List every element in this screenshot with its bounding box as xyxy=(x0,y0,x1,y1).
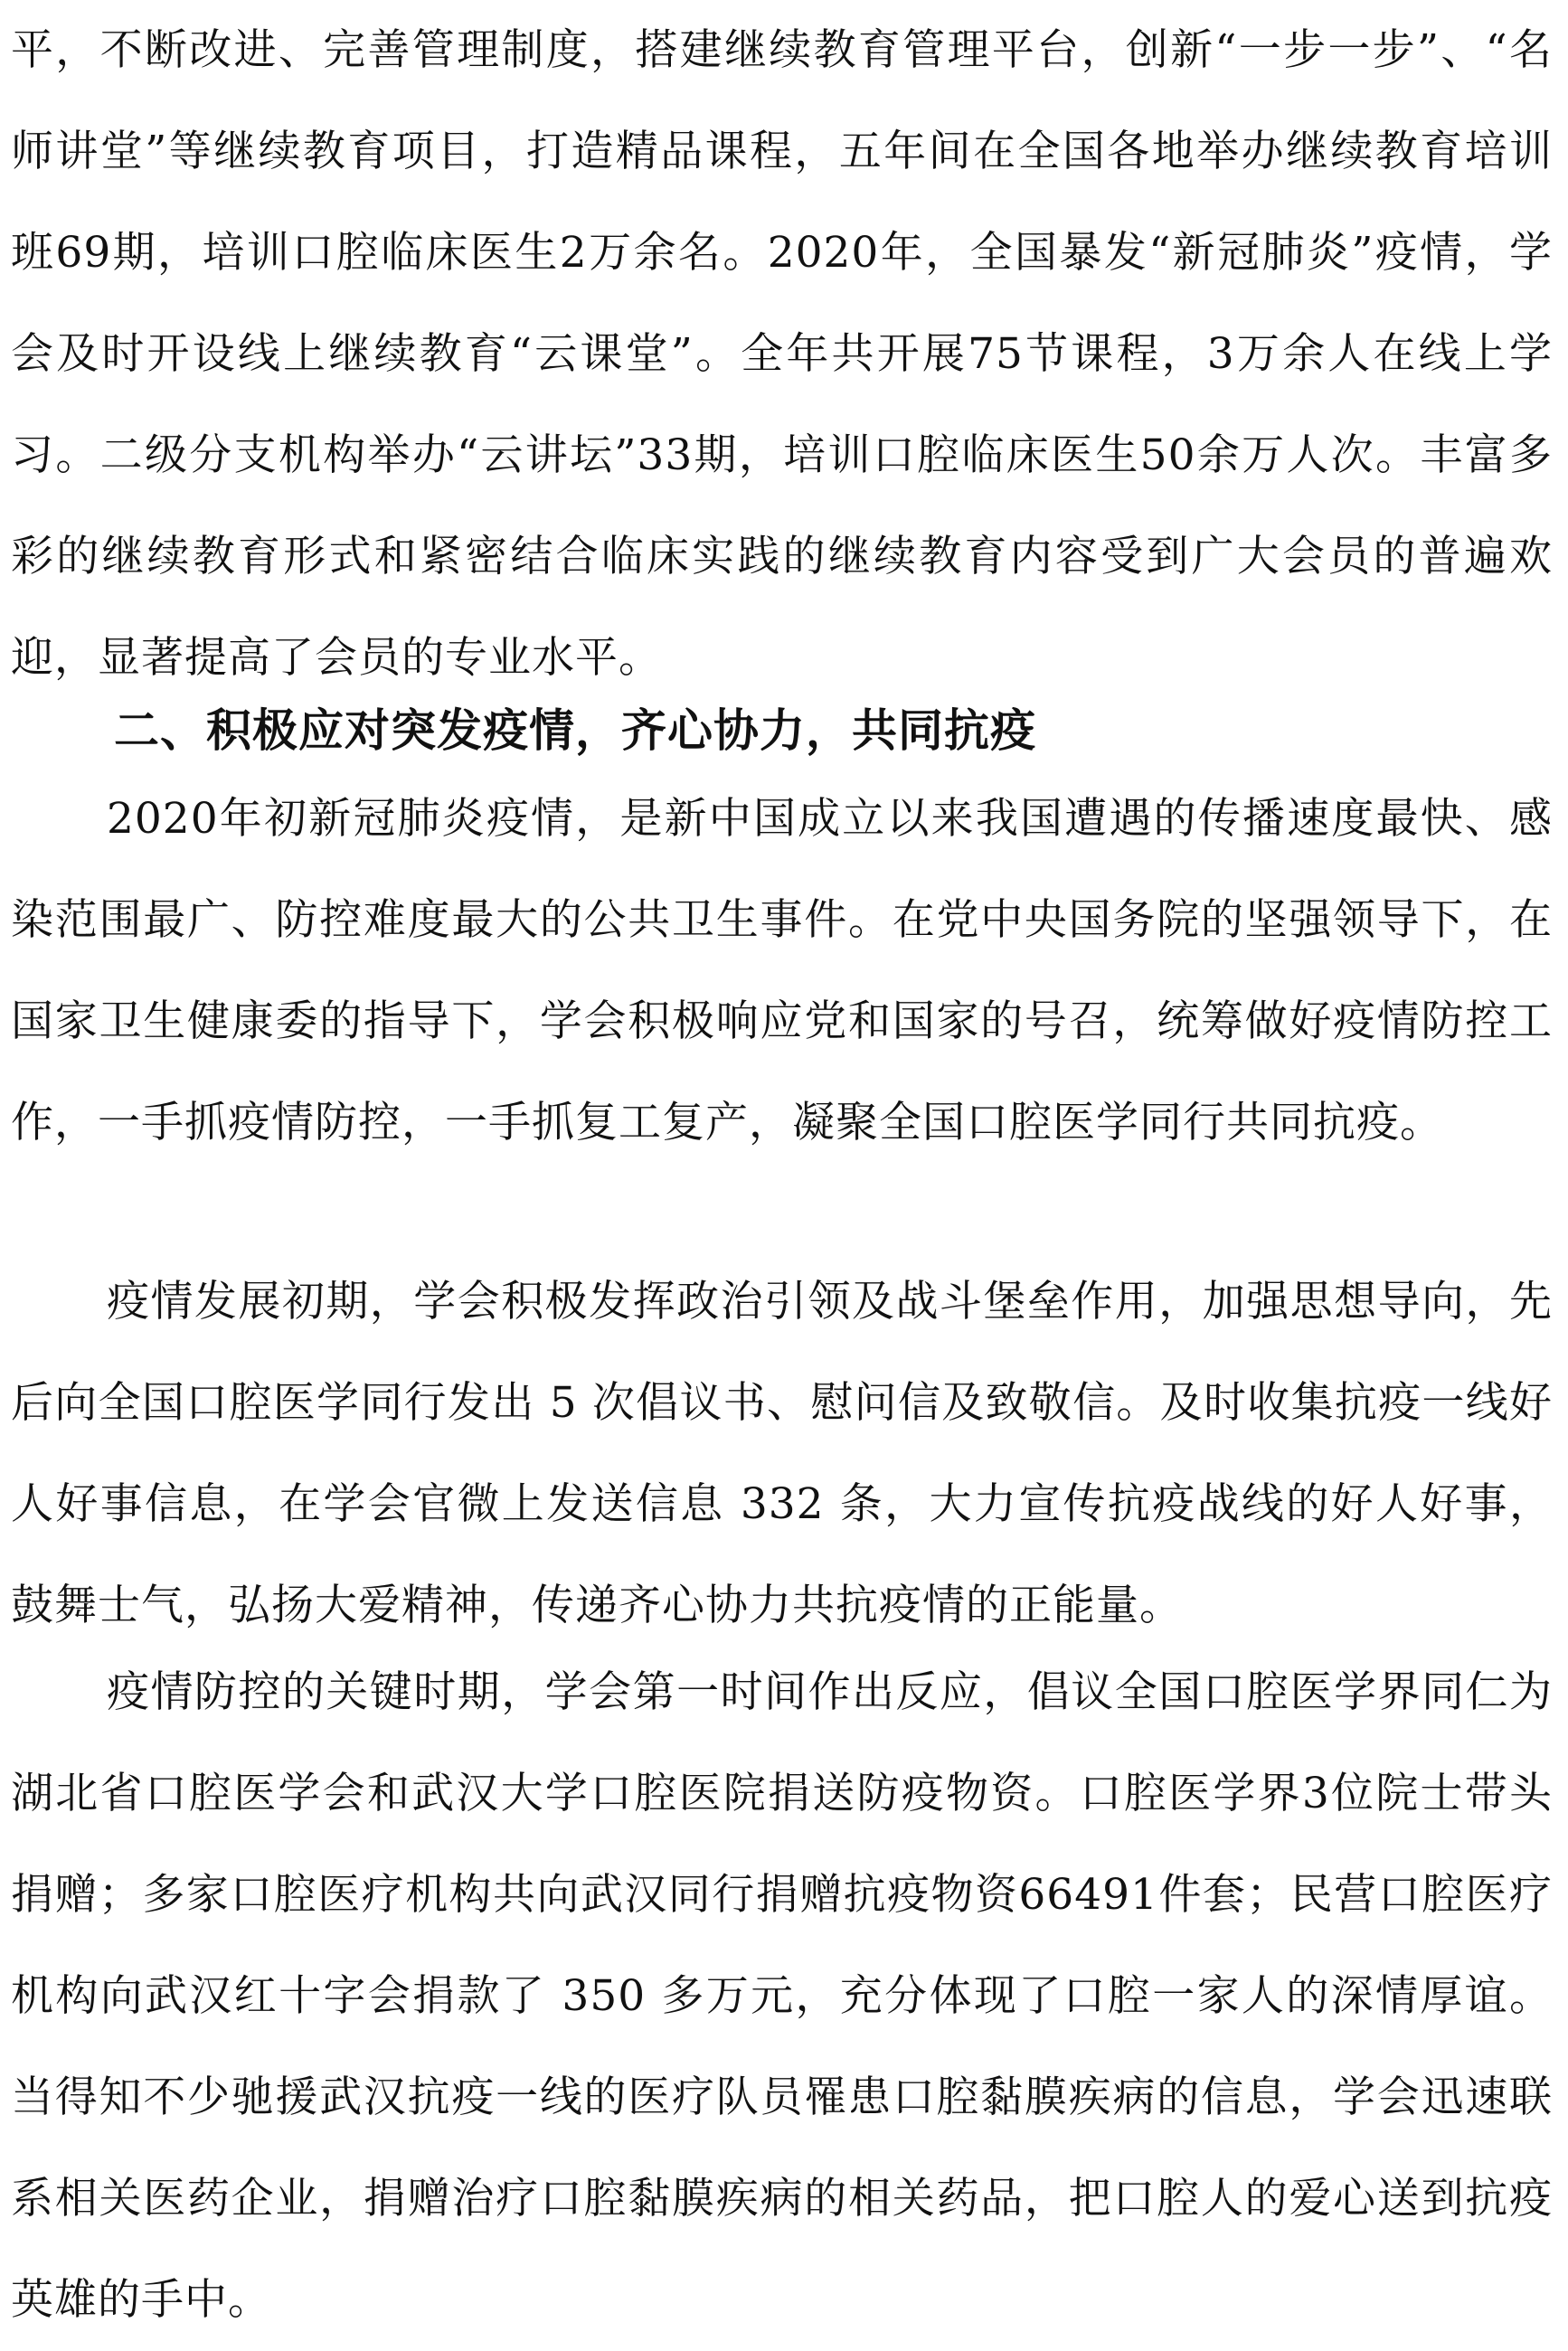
paragraph-key-period: 疫情防控的关键时期，学会第一时间作出反应，倡议全国口腔医学界同仁为湖北省口腔医学会和武汉大学口腔医院捐送防疫物资。口腔医学界3位院士带头捐赠；多家口腔医疗机构共向武汉同行捐赠抗疫物资66491件套；民营口腔医疗机构向武汉红十字会捐款了 350 多万元，充分体现了口腔一家人的深情厚谊。当得知不少驰援武汉抗疫一线的医疗队员罹患口腔黏膜疾病的信息，学会迅速联系相关医药企业，捐赠治疗口腔黏膜疾病的相关药品，把口腔人的爱心送到抗疫英雄的手中。 xyxy=(11,1667,1553,2325)
paragraph-early-stage: 疫情发展初期，学会积极发挥政治引领及战斗堡垒作用，加强思想导向，先后向全国口腔医学同行发出 5 次倡议书、慰问信及致敬信。及时收集抗疫一线好人好事信息，在学会官微上发送信息 332 条，大力宣传抗疫战线的好人好事，鼓舞士气，弘扬大爱精神，传递齐心协力共抗疫情的正能量。 xyxy=(11,1277,1553,1630)
section-heading: 二、积极应对突发疫情，齐心协力，共同抗疫 xyxy=(114,704,1036,757)
paragraph-epidemic-overview: 2020年初新冠肺炎疫情，是新中国成立以来我国遭遇的传播速度最快、感染范围最广、防控难度最大的公共卫生事件。在党中央国务院的坚强领导下，在国家卫生健康委的指导下，学会积极响应党和国家的号召，统筹做好疫情防控工作，一手抓疫情防控，一手抓复工复产，凝聚全国口腔医学同行共同抗疫。 xyxy=(11,794,1553,1147)
paragraph-continuing-education: 平，不断改进、完善管理制度，搭建继续教育管理平台，创新“一步一步”、“名师讲堂”等继续教育项目，打造精品课程，五年间在全国各地举办继续教育培训班69期，培训口腔临床医生2万余名。2020年，全国暴发“新冠肺炎”疫情，学会及时开设线上继续教育“云课堂”。全年共开展75节课程，3万余人在线上学习。二级分支机构举办“云讲坛”33期，培训口腔临床医生50余万人次。丰富多彩的继续教育形式和紧密结合临床实践的继续教育内容受到广大会员的普遍欢迎，显著提高了会员的专业水平。 xyxy=(11,25,1553,683)
